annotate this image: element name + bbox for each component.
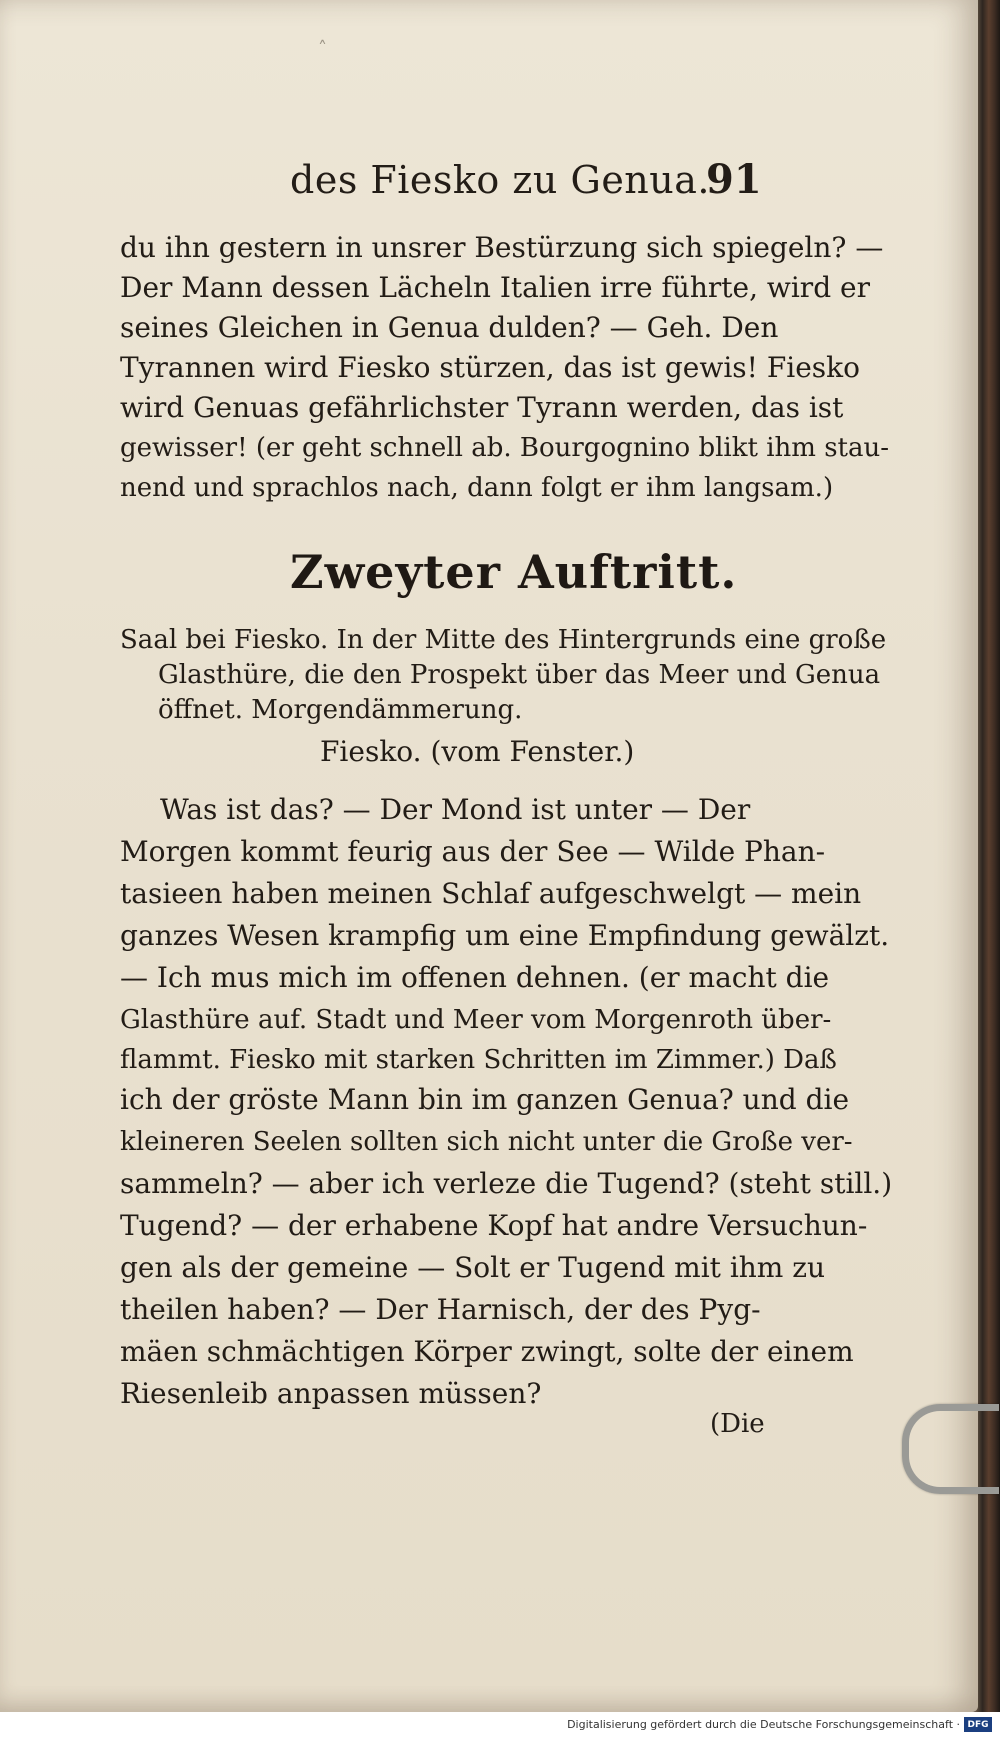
digitization-footer bbox=[0, 1712, 1000, 1739]
ink-mark: ˄ bbox=[318, 38, 327, 59]
text-line: Saal bei Fiesko. In der Mitte des Hintergrunds eine große bbox=[120, 625, 887, 655]
text-line: wird Genuas gefährlichster Tyrann werden, das ist bbox=[120, 391, 844, 424]
text-line: ich der gröste Mann bin im ganzen Genua? und die bbox=[120, 1083, 850, 1116]
scene-heading: Zweyter Auftritt. bbox=[290, 545, 738, 599]
footer-credit: Digitalisierung gefördert durch die Deutsche Forschungsgemeinschaft · bbox=[567, 1718, 960, 1731]
text-line: sammeln? — aber ich verleze die Tugend? (steht still.) bbox=[120, 1167, 893, 1200]
text-line: Was ist das? — Der Mond ist unter — Der bbox=[160, 793, 751, 826]
text-line: Glasthüre auf. Stadt und Meer vom Morgenroth über- bbox=[120, 1005, 832, 1035]
speaker-label: Fiesko. (vom Fenster.) bbox=[320, 735, 635, 768]
page-number: 91 bbox=[706, 156, 762, 203]
text-line: gewisser! (er geht schnell ab. Bourgognino blikt ihm stau- bbox=[120, 433, 890, 463]
text-line: Tugend? — der erhabene Kopf hat andre Versuchun- bbox=[120, 1209, 868, 1242]
page-header bbox=[0, 154, 978, 214]
running-head: des Fiesko zu Genua. bbox=[290, 158, 710, 202]
text-line: du ihn gestern in unsrer Bestürzung sich spiegeln? — bbox=[120, 231, 884, 264]
text-line: mäen schmächtigen Körper zwingt, solte der einem bbox=[120, 1335, 854, 1368]
text-line: ganzes Wesen krampfig um eine Empfindung gewälzt. bbox=[120, 919, 890, 952]
text-line: tasieen haben meinen Schlaf aufgeschwelgt — mein bbox=[120, 877, 862, 910]
text-line: Riesenleib anpassen müssen? bbox=[120, 1377, 542, 1410]
dfg-logo: DFG bbox=[964, 1717, 992, 1732]
text-line: nend und sprachlos nach, dann folgt er ihm langsam.) bbox=[120, 473, 834, 503]
text-line: theilen haben? — Der Harnisch, der des Pyg- bbox=[120, 1293, 761, 1326]
text-line: Tyrannen wird Fiesko stürzen, das ist gewis! Fiesko bbox=[120, 351, 860, 384]
text-line: flammt. Fiesko mit starken Schritten im Zimmer.) Daß bbox=[120, 1045, 837, 1075]
text-line: kleineren Seelen sollten sich nicht unter die Große ver- bbox=[120, 1127, 853, 1157]
text-line: öffnet. Morgendämmerung. bbox=[158, 695, 523, 725]
text-line: seines Gleichen in Genua dulden? — Geh. Den bbox=[120, 311, 779, 344]
text-line: Der Mann dessen Lächeln Italien irre führte, wird er bbox=[120, 271, 870, 304]
text-line: Glasthüre, die den Prospekt über das Meer und Genua bbox=[158, 660, 881, 690]
text-line: Morgen kommt feurig aus der See — Wilde Phan- bbox=[120, 835, 826, 868]
catchword: (Die bbox=[710, 1409, 765, 1439]
text-line: — Ich mus mich im offenen dehnen. (er macht die bbox=[120, 961, 830, 994]
paper-clip bbox=[902, 1404, 999, 1494]
text-line: gen als der gemeine — Solt er Tugend mit ihm zu bbox=[120, 1251, 826, 1284]
